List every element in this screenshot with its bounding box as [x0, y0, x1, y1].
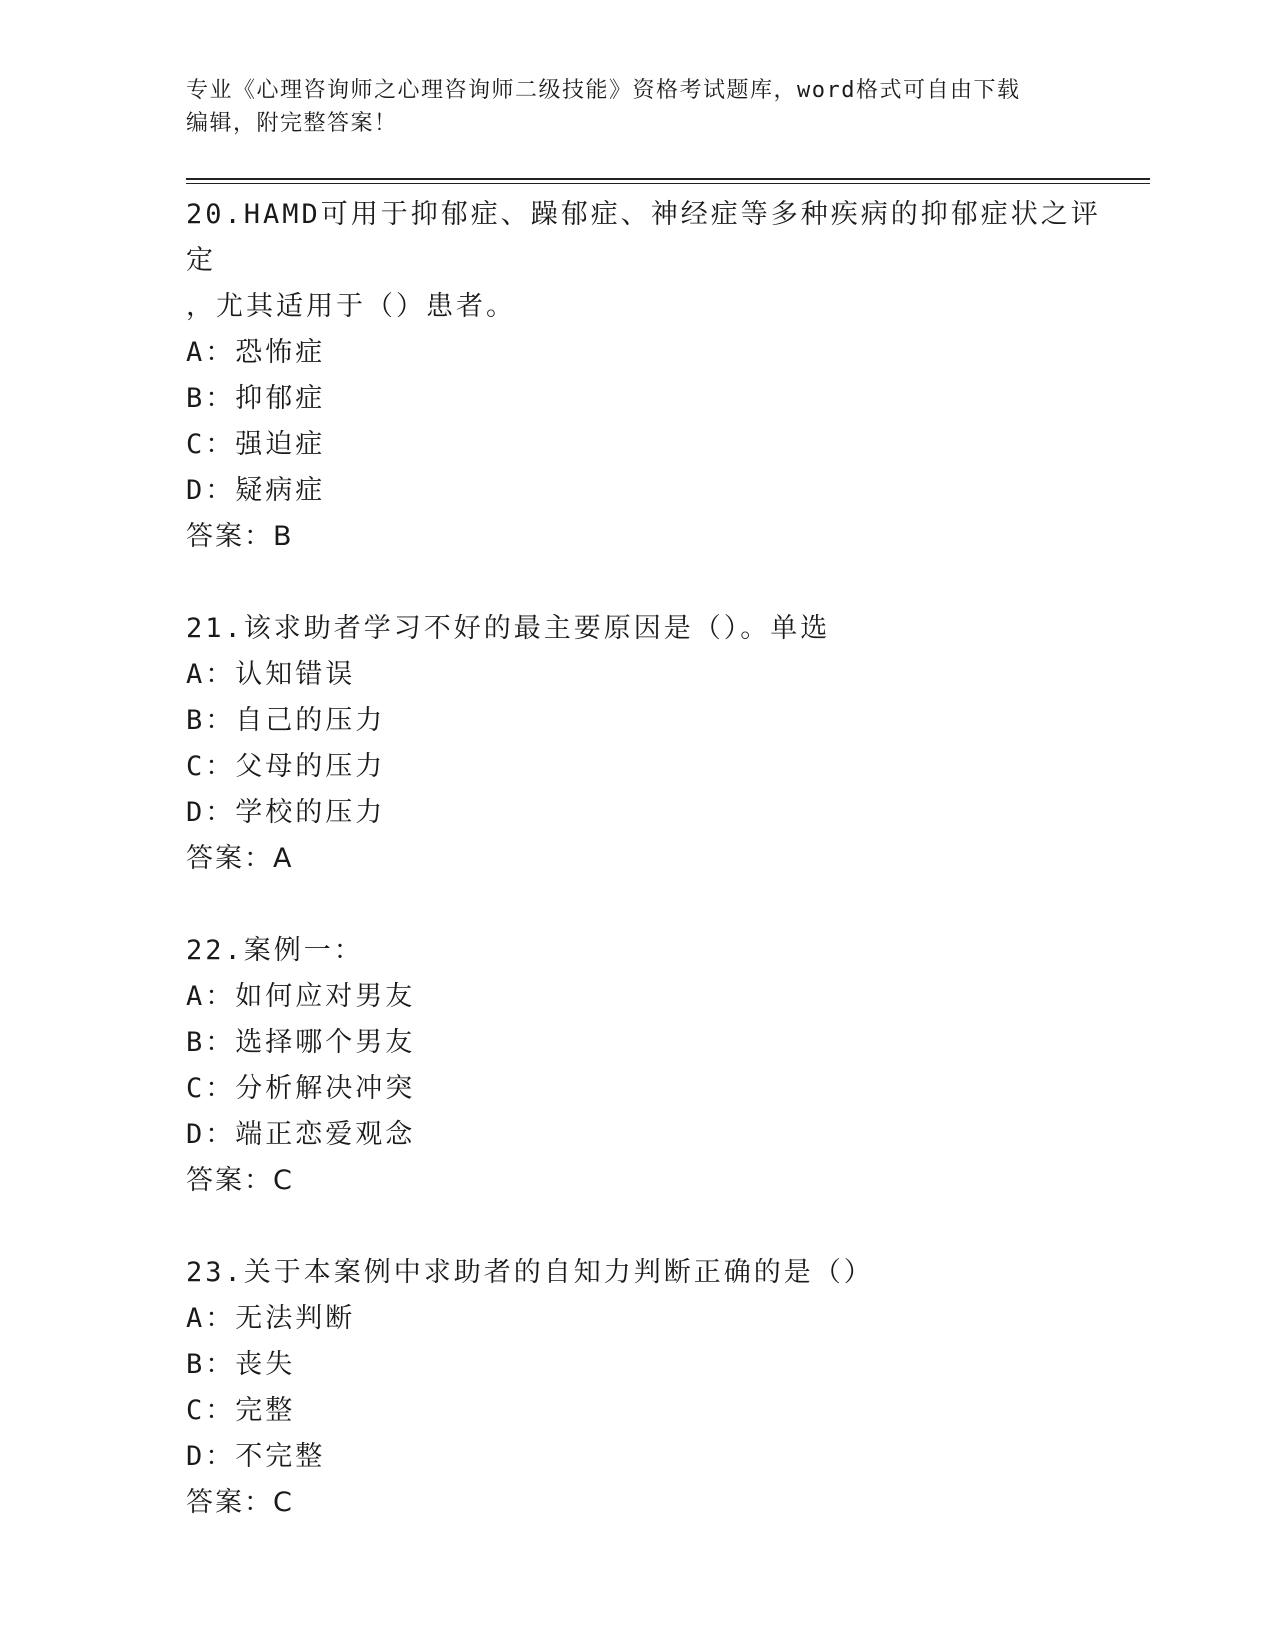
header-divider-thin — [186, 183, 1150, 184]
option-c: C：完整 — [186, 1395, 296, 1426]
question-stem: 21.该求助者学习不好的最主要原因是（）。单选 — [186, 613, 831, 644]
option-c: C：强迫症 — [186, 429, 326, 460]
question-22 — [186, 928, 1106, 1204]
option-c: C：父母的压力 — [186, 751, 386, 782]
question-23 — [186, 1250, 1106, 1526]
question-21 — [186, 606, 1106, 882]
option-a: A：认知错误 — [186, 659, 356, 690]
header-divider-thick — [186, 178, 1150, 180]
answer: 答案：C — [186, 1165, 294, 1196]
answer: 答案：B — [186, 521, 294, 552]
document-header — [186, 74, 1086, 140]
option-d: D：不完整 — [186, 1441, 326, 1472]
option-b: B：丧失 — [186, 1349, 296, 1380]
option-c: C：分析解决冲突 — [186, 1073, 416, 1104]
option-a: A：恐怖症 — [186, 337, 326, 368]
question-20 — [186, 192, 1106, 560]
option-d: D：学校的压力 — [186, 797, 386, 828]
question-stem-continued: ，尤其适用于（）患者。 — [186, 291, 516, 322]
answer: 答案：A — [186, 843, 294, 874]
option-b: B：抑郁症 — [186, 383, 326, 414]
option-b: B：选择哪个男友 — [186, 1027, 416, 1058]
question-stem: 20.HAMD可用于抑郁症、躁郁症、神经症等多种疾病的抑郁症状之评定 — [186, 199, 1101, 276]
question-stem: 23.关于本案例中求助者的自知力判断正确的是（） — [186, 1257, 874, 1288]
question-stem: 22.案例一： — [186, 935, 364, 966]
option-a: A：无法判断 — [186, 1303, 356, 1334]
option-b: B：自己的压力 — [186, 705, 386, 736]
header-line-2: 编辑，附完整答案！ — [186, 111, 398, 136]
question-list — [186, 192, 1106, 1572]
header-line-1: 专业《心理咨询师之心理咨询师二级技能》资格考试题库，word格式可自由下载 — [186, 78, 1021, 103]
option-a: A：如何应对男友 — [186, 981, 416, 1012]
option-d: D：疑病症 — [186, 475, 326, 506]
answer: 答案：C — [186, 1487, 294, 1518]
option-d: D：端正恋爱观念 — [186, 1119, 416, 1150]
